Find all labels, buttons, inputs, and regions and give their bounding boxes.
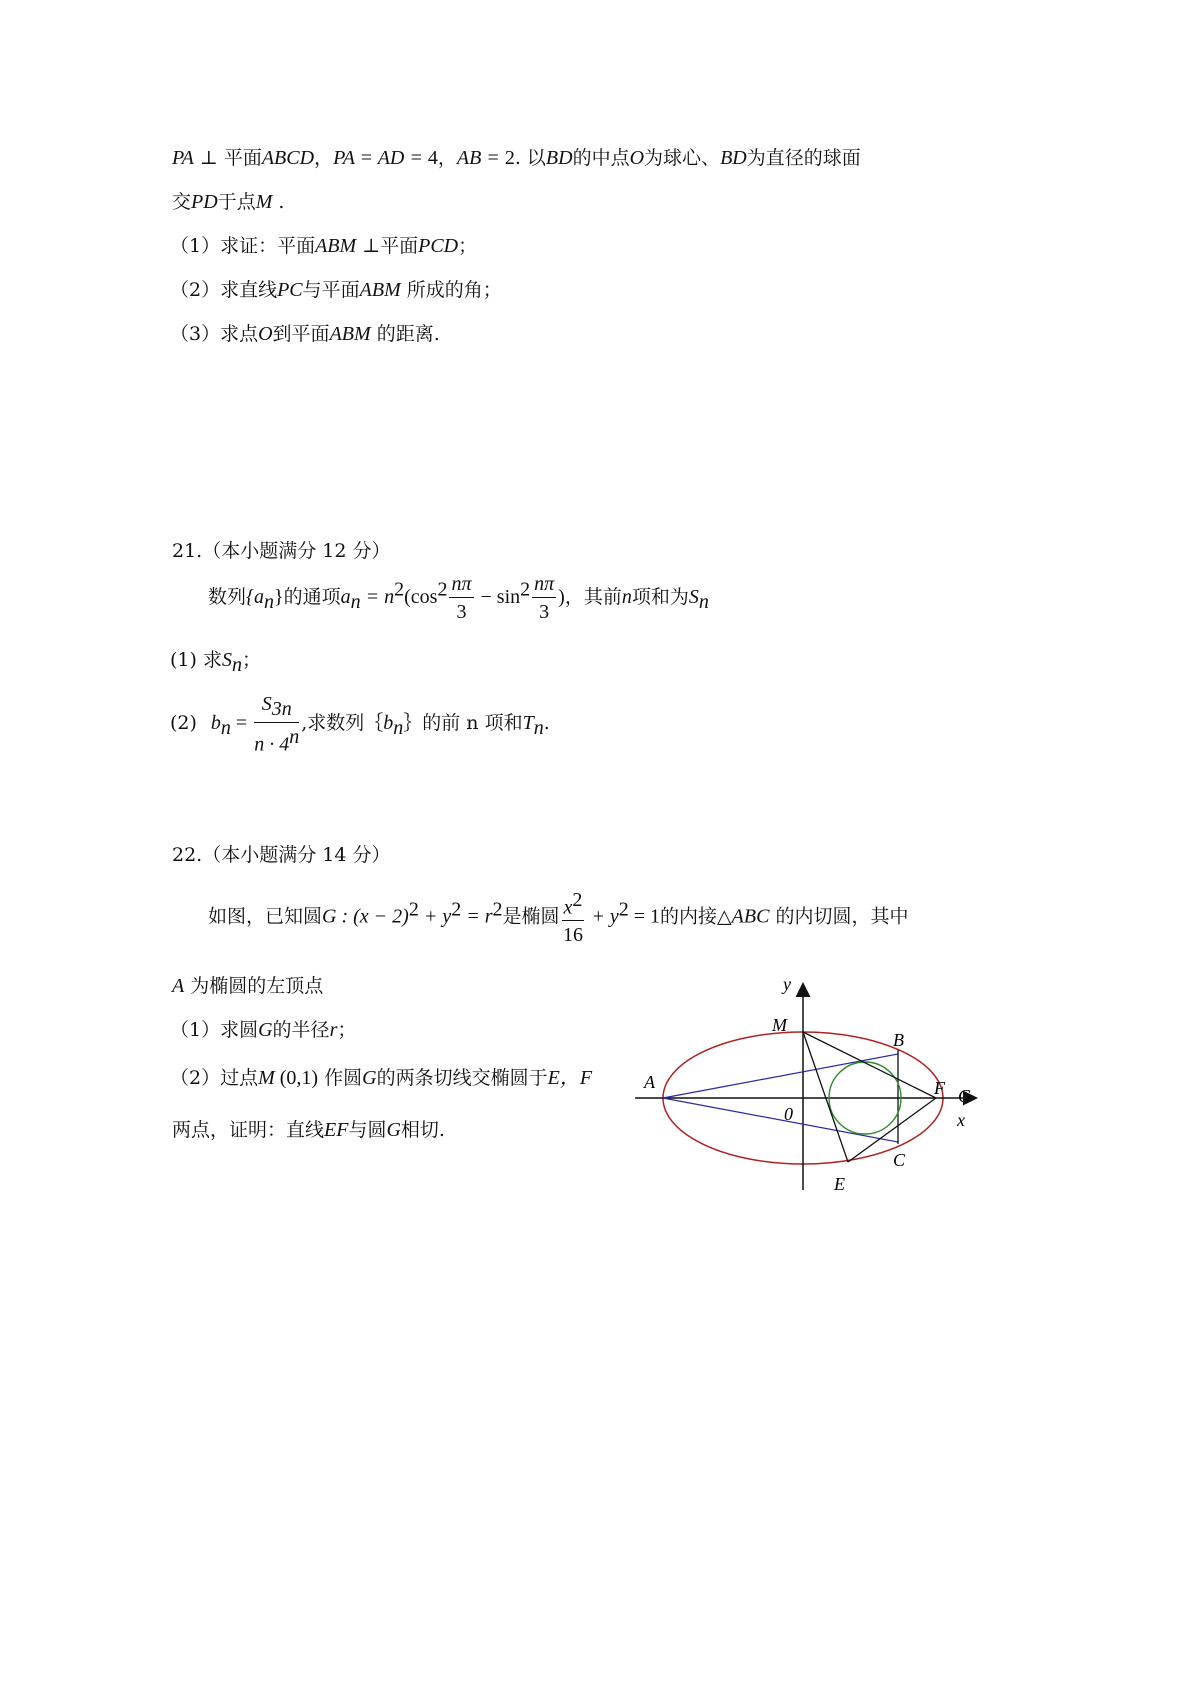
q22-header: 22.（本小题满分 14 分）: [172, 844, 391, 866]
label-f: F: [934, 1078, 945, 1098]
q22-intro: 如图，已知圆G : $(x - 2)^2 + y^2 = r^2$是椭圆 $\frac{x^2}{16}$ + $y^2 = 1$的内接△ABC 的内切圆，其中: [208, 889, 909, 947]
q21-header: 21.（本小题满分 12 分）: [172, 540, 391, 562]
q22-part2: （2）过点M (0,1) 作圆G的两条切线交椭圆于E，F: [170, 1067, 593, 1089]
label-x: x: [957, 1110, 965, 1130]
fraction-s3n: $\frac{S_{3n}}{n \cdot 4^n}$: [254, 693, 300, 756]
fraction-x2-16: $\frac{x^2}{16}$: [562, 889, 583, 947]
label-e: E: [834, 1174, 845, 1194]
fraction-npi-3-b: $\frac{n\pi}{3}$: [534, 573, 555, 623]
label-m: M: [772, 1015, 787, 1035]
q21-part1: (1) 求$S_n$；: [170, 649, 261, 676]
q22-part2b: 两点，证明：直线EF与圆G相切.: [172, 1119, 445, 1141]
pa-symbol: PA: [172, 147, 194, 169]
label-a: A: [644, 1072, 655, 1092]
q21-intro: 数列$\{a_n\}$的通项$a_n = n^2(\cos^2$ $\frac{n\pi}{3}$ − $\sin^2$ $\frac{n\pi}{3}$ )，其前n项和为$S_n$: [208, 573, 709, 623]
label-y: y: [783, 974, 791, 994]
label-g: G: [958, 1086, 971, 1106]
q20-part1: （1）求证：平面ABM ⊥平面PCD；: [170, 235, 478, 257]
q22-part1: （1）求圆G的半径r；: [170, 1019, 357, 1041]
fraction-npi-3: $\frac{n\pi}{3}$: [451, 573, 472, 623]
q21-part2: (2) $b_n$ = $\frac{S_{3n}}{n \cdot 4^n}$ ,求数列$\{b_n\}$的前 n 项和$T_n$.: [170, 693, 550, 756]
ellipse-figure: [620, 960, 1020, 1220]
label-b: B: [893, 1030, 904, 1050]
segment-ef: [848, 1098, 936, 1162]
q22-line2: A 为椭圆的左顶点: [172, 975, 324, 997]
chord-ac: [663, 1098, 898, 1142]
q20-line2: 交PD于点M .: [172, 191, 285, 213]
q20-part2: （2）求直线PC与平面ABM 所成的角；: [170, 279, 502, 301]
q20-line1: PA ⊥ 平面ABCD，PA = AD = 4，AB = 2. 以BD的中点O为球心、BD为直径的球面: [172, 147, 861, 169]
label-c: C: [893, 1150, 906, 1170]
label-origin: 0: [784, 1104, 793, 1124]
q20-part3: （3）求点O到平面ABM 的距离.: [170, 323, 440, 345]
chord-ab: [663, 1054, 898, 1098]
